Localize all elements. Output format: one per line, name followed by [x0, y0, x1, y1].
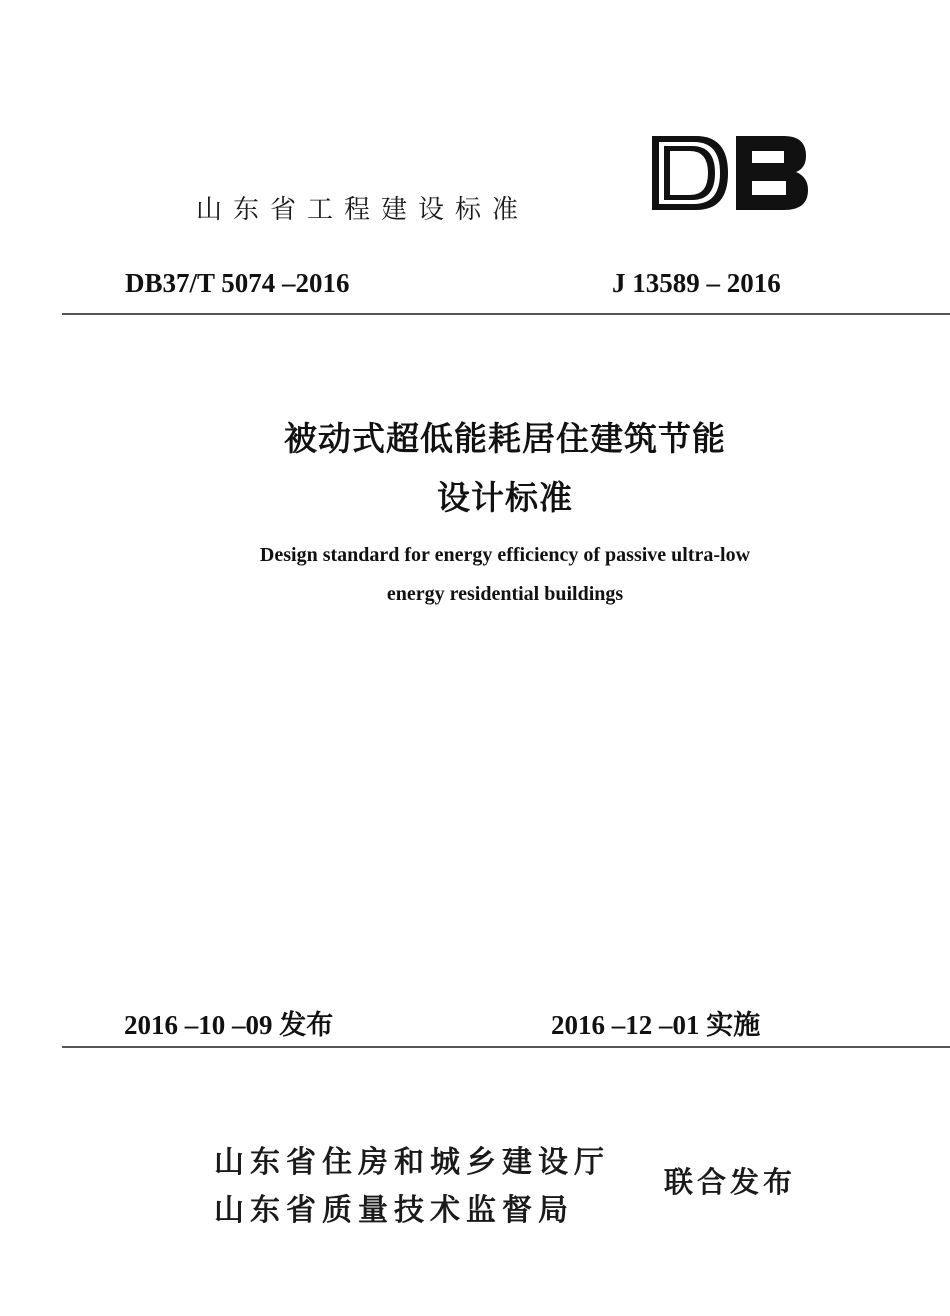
title-cn-line2: 设计标准: [437, 478, 573, 517]
issuer-quality-bureau: 山东省质量技术监督局: [214, 1193, 574, 1228]
issuer-housing-department: 山东省住房和城乡建设厅: [214, 1145, 610, 1180]
bottom-divider: [62, 1046, 950, 1048]
record-number: J 13589 – 2016: [612, 268, 781, 298]
title-en-line1: Design standard for energy efficiency of passive ultra-low: [259, 544, 751, 566]
issue-date: 2016 –10 –09 发布: [124, 1010, 334, 1040]
joint-issue-label: 联合发布: [664, 1165, 797, 1199]
top-divider: [62, 313, 950, 315]
title-en-line2: energy residential buildings: [386, 583, 624, 605]
db-logo: [646, 132, 812, 214]
standard-type-heading: 山东省工程建设标准: [196, 195, 530, 225]
standard-number: DB37/T 5074 –2016: [125, 268, 350, 298]
implementation-date: 2016 –12 –01 实施: [551, 1010, 761, 1040]
title-cn-line1: 被动式超低能耗居住建筑节能: [284, 419, 726, 458]
